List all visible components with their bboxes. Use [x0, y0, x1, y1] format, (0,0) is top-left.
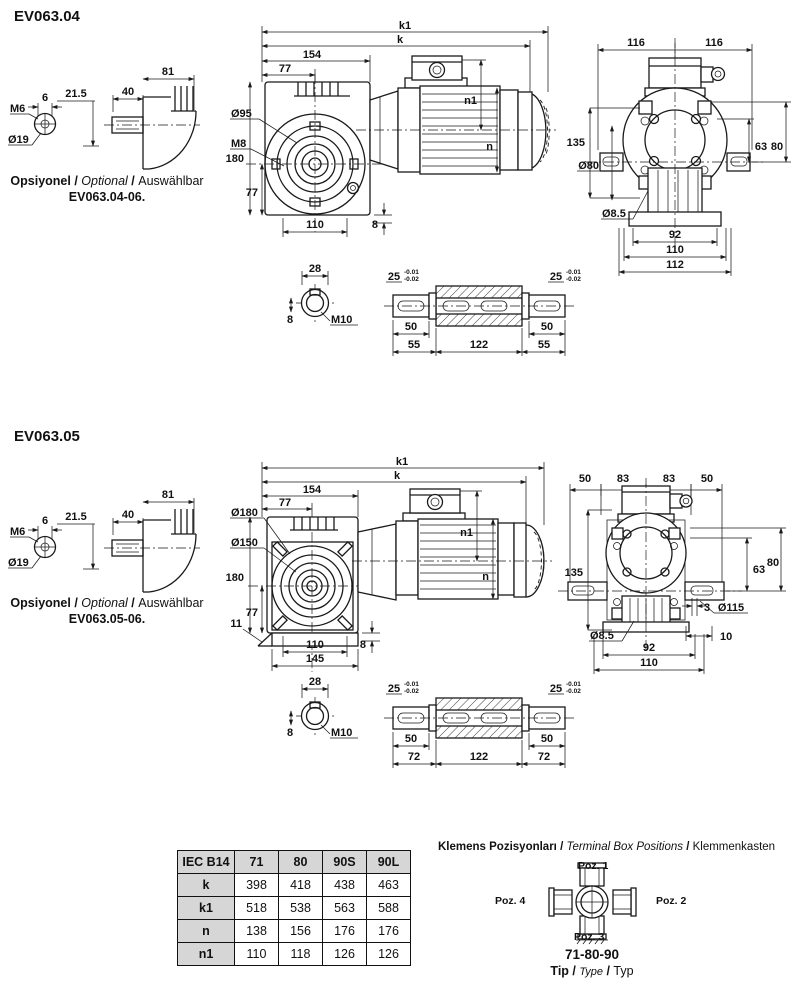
cell-k-90s: 438 [323, 874, 367, 897]
table-row [178, 920, 411, 943]
section1-title: EV063.04 [14, 8, 80, 25]
poz2-label: Poz. 2 [656, 895, 687, 907]
dim-d8-5: Ø8.5 [602, 208, 626, 220]
tol-top-left: -0.01 [404, 269, 419, 276]
row-label-n: n [178, 920, 235, 943]
dim-83-right: 83 [662, 473, 676, 485]
dim-k: k [396, 34, 404, 46]
cell-k1-80: 538 [279, 897, 323, 920]
shaft-end-detail [8, 511, 99, 569]
dim-81: 81 [161, 66, 175, 78]
dim-180: 180 [225, 572, 244, 584]
cell-k-90l: 463 [367, 874, 411, 897]
section2-title: EV063.05 [14, 428, 80, 445]
terminal-title-tr: Klemens Pozisyonları [438, 841, 557, 853]
dim-110: 110 [640, 657, 658, 669]
dim-8-key: 8 [286, 314, 294, 326]
optional-tr: Opsiyonel [10, 596, 71, 610]
cell-k1-90l: 588 [367, 897, 411, 920]
dim-25-right: 25 [549, 683, 563, 695]
iec-dimension-table [177, 850, 411, 966]
header-iec-b14: IEC B14 [178, 851, 235, 874]
dim-154: 154 [302, 49, 322, 61]
header-90l: 90L [367, 851, 411, 874]
side-view-drawing [226, 456, 552, 672]
terminal-title-de: Klemmenkasten [692, 841, 776, 853]
dim-6: 6 [41, 92, 49, 104]
cell-n-71: 138 [235, 920, 279, 943]
cell-n1-71: 110 [235, 943, 279, 966]
optional-de: Auswählbar [138, 174, 204, 188]
dim-21-5: 21.5 [65, 88, 87, 100]
tol-bot-right: -0.02 [566, 276, 581, 283]
dim-8-key: 8 [286, 727, 294, 739]
tol-top-left: -0.01 [404, 681, 419, 688]
dim-m8: M8 [231, 138, 247, 150]
frame-sizes-label: 71-80-90 [564, 947, 620, 962]
poz3-label: Poz. 3 [574, 931, 605, 943]
dim-154: 154 [302, 484, 322, 496]
terminal-box-title: Klemens Pozisyonları / Terminal Box Positions / Klemmenkasten [438, 841, 776, 853]
cell-n1-90l: 126 [367, 943, 411, 966]
dim-8-foot: 8 [359, 639, 366, 651]
side-view-drawing [226, 20, 556, 237]
dim-77-top: 77 [278, 497, 292, 509]
rear-view-drawing [567, 37, 791, 276]
dim-d95: Ø95 [231, 108, 252, 120]
dim-50-right: 50 [540, 321, 554, 333]
optional-code: EV063.04-06. [68, 190, 146, 204]
cell-k-71: 398 [235, 874, 279, 897]
cell-n-90s: 176 [323, 920, 367, 943]
dim-50-left: 50 [578, 473, 592, 485]
dim-d19: Ø19 [8, 134, 29, 146]
table-row [178, 943, 411, 966]
dim-110-rear: 110 [666, 244, 684, 256]
row-label-n1: n1 [178, 943, 235, 966]
dim-135: 135 [564, 567, 583, 579]
dim-122: 122 [469, 339, 489, 351]
dim-110-bottom: 110 [306, 219, 324, 231]
section1-optional-caption: Opsiyonel / Optional / Auswählbar EV063.04-06. [2, 173, 212, 205]
header-71: 71 [235, 851, 279, 874]
dim-8-foot: 8 [371, 219, 378, 231]
tol-bot-left: -0.02 [404, 276, 419, 283]
motor-side [356, 56, 556, 174]
cell-n1-80: 118 [279, 943, 323, 966]
tol-bot-left: -0.02 [404, 688, 419, 695]
dim-3: 3 [703, 602, 711, 614]
dim-77-top: 77 [278, 63, 292, 75]
dim-116-right: 116 [705, 37, 723, 49]
output-shaft-drawing [384, 269, 581, 356]
dim-116-left: 116 [627, 37, 645, 49]
dim-63: 63 [752, 564, 766, 576]
dim-40: 40 [121, 509, 135, 521]
dim-110-bottom: 110 [306, 639, 324, 651]
dim-28: 28 [308, 676, 322, 688]
dim-d80: Ø80 [578, 160, 599, 172]
dim-55-right: 55 [537, 339, 551, 351]
dim-n: n [486, 141, 493, 153]
dim-72-right: 72 [537, 751, 551, 763]
table-row [178, 897, 411, 920]
dim-k1: k1 [398, 20, 412, 32]
poz4-label: Poz. 4 [495, 895, 526, 907]
type-de: Typ [613, 964, 634, 978]
section2-drawings [0, 420, 794, 860]
row-label-k: k [178, 874, 235, 897]
cell-k-80: 418 [279, 874, 323, 897]
dim-72-left: 72 [407, 751, 421, 763]
dim-92: 92 [668, 229, 682, 241]
dim-145: 145 [305, 653, 325, 665]
dim-55-left: 55 [407, 339, 421, 351]
poz1-label: Poz. 1 [578, 860, 609, 872]
dim-25-left: 25 [387, 683, 401, 695]
dim-d150: Ø150 [231, 537, 258, 549]
dim-d180: Ø180 [231, 507, 258, 519]
dim-k1: k1 [395, 456, 409, 468]
dim-k: k [393, 470, 401, 482]
dim-92: 92 [642, 642, 656, 654]
section1-drawings [0, 0, 794, 420]
dim-80: 80 [770, 141, 784, 153]
dim-11: 11 [230, 618, 242, 630]
dim-50-right: 50 [540, 733, 554, 745]
table-row [178, 874, 411, 897]
dim-25-right: 25 [549, 271, 563, 283]
hollow-shaft-section [287, 263, 358, 326]
dim-m6: M6 [10, 103, 26, 115]
dim-21-5: 21.5 [65, 511, 87, 523]
dim-112: 112 [666, 259, 684, 271]
dim-81: 81 [161, 489, 175, 501]
dim-40: 40 [121, 86, 135, 98]
dim-50-right: 50 [700, 473, 714, 485]
dim-m6: M6 [10, 526, 26, 538]
header-90s: 90S [323, 851, 367, 874]
mount-bracket-detail [104, 66, 200, 169]
dim-d115: Ø115 [717, 602, 745, 614]
type-en: Type [579, 966, 603, 978]
optional-en: Optional [81, 596, 128, 610]
header-80: 80 [279, 851, 323, 874]
mount-bracket-detail [104, 489, 200, 592]
dim-10: 10 [720, 631, 733, 643]
optional-code: EV063.05-06. [68, 612, 146, 626]
tol-top-right: -0.01 [566, 681, 581, 688]
dim-25-left: 25 [387, 271, 401, 283]
output-shaft-drawing [384, 681, 581, 768]
row-label-k1: k1 [178, 897, 235, 920]
dim-d19: Ø19 [8, 557, 29, 569]
optional-tr: Opsiyonel [10, 174, 71, 188]
dim-50-left: 50 [404, 321, 418, 333]
dim-180: 180 [225, 153, 244, 165]
dim-m10: M10 [331, 314, 353, 326]
dim-77-left: 77 [245, 187, 258, 199]
optional-de: Auswählbar [138, 596, 204, 610]
dim-135: 135 [566, 137, 585, 149]
dim-n1: n1 [464, 95, 477, 107]
optional-en: Optional [81, 174, 128, 188]
dim-83-left: 83 [616, 473, 630, 485]
dim-77-left: 77 [245, 607, 258, 619]
dim-122: 122 [469, 751, 489, 763]
motor-side [352, 489, 552, 600]
rear-view-drawing [558, 473, 786, 674]
tol-bot-right: -0.02 [566, 688, 581, 695]
cell-n-80: 156 [279, 920, 323, 943]
dim-63: 63 [754, 141, 768, 153]
type-tr: Tip [550, 964, 569, 978]
shaft-end-detail [8, 88, 99, 146]
dim-80: 80 [766, 557, 780, 569]
dim-n: n [482, 571, 489, 583]
dim-n1: n1 [460, 527, 473, 539]
section2-optional-caption: Opsiyonel / Optional / Auswählbar EV063.05-06. [2, 595, 212, 627]
dim-6: 6 [41, 515, 49, 527]
type-caption: Tip / Type / Typ [550, 964, 634, 978]
cell-n1-90s: 126 [323, 943, 367, 966]
dim-m10: M10 [331, 727, 353, 739]
cell-k1-90s: 563 [323, 897, 367, 920]
hollow-shaft-section [287, 676, 358, 739]
terminal-title-en: Terminal Box Positions [566, 841, 684, 853]
cell-n-90l: 176 [367, 920, 411, 943]
dim-28: 28 [308, 263, 322, 275]
table-header-row [178, 851, 411, 874]
cell-k1-71: 518 [235, 897, 279, 920]
tol-top-right: -0.01 [566, 269, 581, 276]
dim-d8-5: Ø8.5 [590, 630, 614, 642]
dim-50-left: 50 [404, 733, 418, 745]
